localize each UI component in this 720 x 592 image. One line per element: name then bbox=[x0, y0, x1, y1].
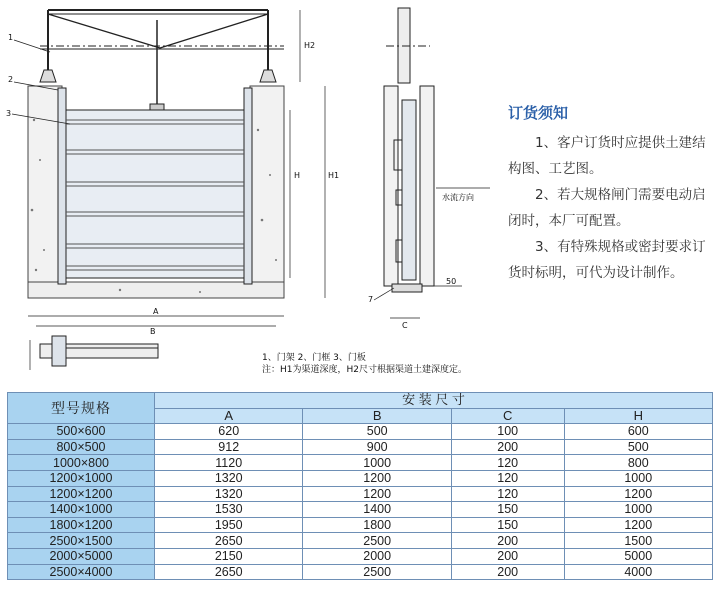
size-cell: 620 bbox=[155, 424, 303, 440]
size-cell: 1000 bbox=[564, 502, 712, 518]
dim-50: 50 bbox=[446, 277, 457, 286]
size-cell: 1200 bbox=[303, 486, 451, 502]
size-cell: 1120 bbox=[155, 455, 303, 471]
size-cell: 120 bbox=[451, 486, 564, 502]
table-row bbox=[8, 548, 713, 564]
specs-table bbox=[7, 392, 713, 580]
model-cell: 1400×1000 bbox=[8, 502, 155, 518]
size-cell: 2150 bbox=[155, 548, 303, 564]
model-cell: 800×500 bbox=[8, 439, 155, 455]
front-view bbox=[12, 10, 325, 326]
size-cell: 1800 bbox=[303, 517, 451, 533]
model-cell: 2500×4000 bbox=[8, 564, 155, 580]
size-cell: 1500 bbox=[564, 533, 712, 549]
order-note-1: 1、客户订货时应提供土建结构图、工艺图。 bbox=[508, 135, 706, 177]
size-cell: 200 bbox=[451, 439, 564, 455]
table-row bbox=[8, 486, 713, 502]
size-cell: 4000 bbox=[564, 564, 712, 580]
size-cell: 1950 bbox=[155, 517, 303, 533]
col-c-header: C bbox=[451, 408, 564, 424]
callout-3: 3 bbox=[6, 109, 12, 118]
order-note-3: 3、有特殊规格或密封要求订货时标明，可代为设计制作。 bbox=[508, 239, 706, 281]
specs-table-body bbox=[8, 424, 713, 580]
size-cell: 2500 bbox=[303, 533, 451, 549]
size-cell: 912 bbox=[155, 439, 303, 455]
size-cell: 2000 bbox=[303, 548, 451, 564]
size-cell: 150 bbox=[451, 502, 564, 518]
size-cell: 600 bbox=[564, 424, 712, 440]
drawing-note: 注：H1为渠道深度，H2尺寸根据渠道土建深度定。 bbox=[262, 365, 467, 375]
model-cell: 1800×1200 bbox=[8, 517, 155, 533]
size-cell: 200 bbox=[451, 564, 564, 580]
size-cell: 200 bbox=[451, 533, 564, 549]
table-row bbox=[8, 533, 713, 549]
install-size-header: 安 装 尺 寸 bbox=[155, 393, 713, 409]
table-row bbox=[8, 564, 713, 580]
dim-h2: H2 bbox=[304, 41, 316, 50]
callout-1: 1 bbox=[8, 33, 14, 42]
model-cell: 1200×1000 bbox=[8, 470, 155, 486]
table-row bbox=[8, 517, 713, 533]
parts-legend: 1、门架 2、门框 3、门板 bbox=[262, 353, 366, 363]
size-cell: 1200 bbox=[564, 486, 712, 502]
model-cell: 2500×1500 bbox=[8, 533, 155, 549]
size-cell: 1200 bbox=[564, 517, 712, 533]
table-row bbox=[8, 502, 713, 518]
dim-c: C bbox=[402, 321, 408, 330]
size-cell: 200 bbox=[451, 548, 564, 564]
table-row bbox=[8, 455, 713, 471]
model-cell: 1200×1200 bbox=[8, 486, 155, 502]
model-cell: 1000×800 bbox=[8, 455, 155, 471]
detail-view bbox=[30, 336, 158, 370]
flow-direction-label: 水流方向 bbox=[442, 193, 474, 202]
order-notes-title: 订货须知 bbox=[508, 104, 569, 122]
size-cell: 1000 bbox=[564, 470, 712, 486]
size-cell: 1400 bbox=[303, 502, 451, 518]
size-cell: 1320 bbox=[155, 470, 303, 486]
size-cell: 500 bbox=[564, 439, 712, 455]
table-row bbox=[8, 439, 713, 455]
col-a-header: A bbox=[155, 408, 303, 424]
model-header: 型号规格 bbox=[8, 393, 155, 424]
size-cell: 500 bbox=[303, 424, 451, 440]
model-cell: 2000×5000 bbox=[8, 548, 155, 564]
dim-a: A bbox=[153, 307, 159, 316]
size-cell: 1320 bbox=[155, 486, 303, 502]
size-cell: 100 bbox=[451, 424, 564, 440]
col-b-header: B bbox=[303, 408, 451, 424]
size-cell: 5000 bbox=[564, 548, 712, 564]
order-notes bbox=[508, 100, 713, 286]
callout-2: 2 bbox=[8, 75, 14, 84]
size-cell: 2650 bbox=[155, 564, 303, 580]
table-row bbox=[8, 424, 713, 440]
table-row bbox=[8, 470, 713, 486]
dim-b: B bbox=[150, 327, 156, 336]
dim-h1: H1 bbox=[328, 171, 340, 180]
col-h-header: H bbox=[564, 408, 712, 424]
size-cell: 1200 bbox=[303, 470, 451, 486]
size-cell: 1530 bbox=[155, 502, 303, 518]
order-note-2: 2、若大规格闸门需要电动启闭时，本厂可配置。 bbox=[508, 187, 706, 229]
callout-7: 7 bbox=[368, 295, 374, 304]
size-cell: 1000 bbox=[303, 455, 451, 471]
size-cell: 900 bbox=[303, 439, 451, 455]
size-cell: 800 bbox=[564, 455, 712, 471]
model-cell: 500×600 bbox=[8, 424, 155, 440]
gate-technical-drawing bbox=[0, 0, 500, 390]
size-cell: 120 bbox=[451, 455, 564, 471]
size-cell: 2650 bbox=[155, 533, 303, 549]
size-cell: 120 bbox=[451, 470, 564, 486]
size-cell: 150 bbox=[451, 517, 564, 533]
side-view bbox=[374, 8, 490, 318]
dim-h: H bbox=[294, 171, 301, 180]
size-cell: 2500 bbox=[303, 564, 451, 580]
